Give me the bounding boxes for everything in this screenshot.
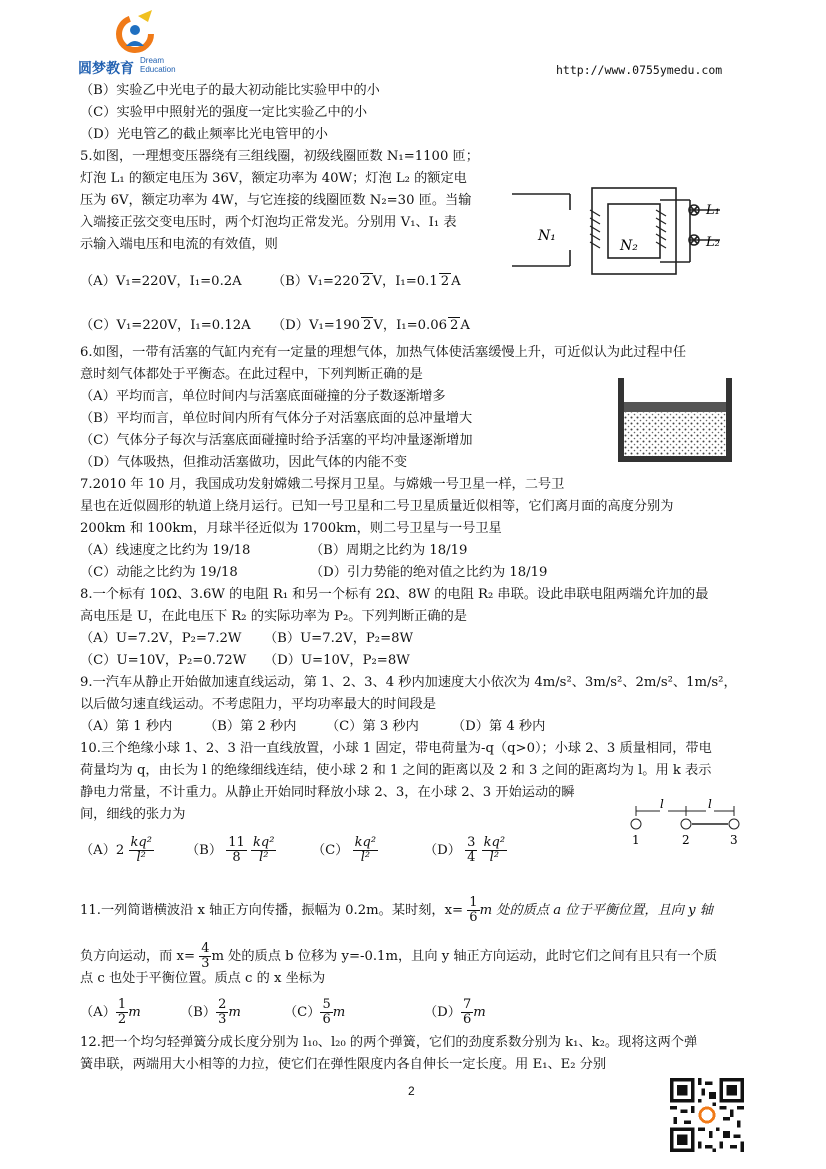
q11-option-d-unit: m (473, 1005, 486, 1020)
q11-line-1 (80, 896, 713, 925)
q10-option-a-coef: 2 (115, 843, 125, 858)
q7-line-1: 7.2010 年 10 月，我国成功发射嫦娥二号探月卫星。与嫦娥一号卫星一样，二号卫 (80, 477, 565, 492)
q11-option-d-label: （D） (424, 1005, 461, 1020)
q9-line-2: 以后做匀速直线运动。不考虑阻力，平均功率最大的时间段是 (80, 697, 437, 712)
q9-option-a: （A）第 1 秒内 (80, 719, 173, 734)
three-balls-figure (622, 792, 752, 850)
q11-option-a-unit: m (128, 1005, 141, 1020)
q10-option-d-label: （D） (424, 843, 461, 858)
q10-option-b-label: （B） (186, 843, 223, 858)
q11-line-1-b: m 处的质点 a 位于平衡位置，且向 y 轴 (479, 903, 713, 918)
q5-option-d-sqrt-1: 2 (362, 318, 372, 333)
q10-option-b-fraction: $\frac{\text{kq²}}{\text{l²}}$ (253, 835, 275, 865)
q9-option-b: （B）第 2 秒内 (204, 719, 297, 734)
q7-option-a: （A）线速度之比约为 19/18 (80, 543, 251, 558)
q5-option-b-text-2: V，I₁=0.1 (372, 274, 438, 289)
q11-option-a (80, 998, 141, 1027)
q10-option-d (424, 836, 507, 865)
q6-option-a: （A）平均而言，单位时间内与活塞底面碰撞的分子数逐渐增多 (80, 389, 446, 404)
q11-line-2-a: 负方向运动，而 x= (80, 949, 195, 964)
q5-line-1: 5.如图，一理想变压器绕有三组线圈，初级线圈匝数 N₁=1100 匝； (80, 149, 479, 164)
q10-line-2: 荷量均为 q，由长为 l 的绝缘细线连结，使小球 2 和 1 之间的距离以及 2 和 3 之间的距离均为 l。用 k 表示 (80, 763, 712, 778)
q5-option-d-text-2: V，I₁=0.06 (373, 318, 447, 333)
fig-l2-label: L₂ (706, 235, 720, 250)
q11-line-1-a: 11.一列简谐横波沿 x 轴正方向传播，振幅为 0.2m。某时刻，x= (80, 903, 464, 918)
q10-option-b (186, 836, 276, 865)
qr-code-icon[interactable] (670, 1078, 744, 1152)
fig-l-label-1: l (660, 797, 664, 811)
q10-line-4: 间，细线的张力为 (80, 807, 186, 822)
q8-option-c: （C）U=10V，P₂=0.72W (80, 653, 247, 668)
q7-option-c: （C）动能之比约为 19/18 (80, 565, 238, 580)
q10-option-c (312, 836, 378, 865)
q5-line-5: 示输入端电压和电流的有效值，则 (80, 237, 278, 252)
prev-option-b: （B）实验乙中光电子的最大初动能比实验甲中的小 (80, 83, 380, 98)
q10-option-c-label: （C） (312, 843, 349, 858)
logo-emblem-icon (108, 8, 168, 58)
q5-option-b (272, 270, 461, 289)
q6-option-c: （C）气体分子每次与活塞底面碰撞时给予活塞的平均冲量逐渐增加 (80, 433, 473, 448)
q5-option-b-sqrt-1: 2 (362, 274, 371, 289)
q11-option-b-fraction: $\frac{2}{3}$ (218, 997, 227, 1027)
q7-line-2: 星也在近似圆形的轨道上绕月运行。已知一号卫星和二号卫星质量近似相等，它们离月面的高度分别为 (80, 499, 674, 514)
q8-option-b: （B）U=7.2V，P₂=8W (264, 631, 414, 646)
q11-option-d-fraction: $\frac{7}{6}$ (462, 997, 472, 1027)
q8-line-2: 高电压是 U，在此电压下 R₂ 的实际功率为 P₂。下列判断正确的是 (80, 609, 467, 624)
q10-line-1: 10.三个绝缘小球 1、2、3 沿一直线放置，小球 1 固定，带电荷量为-q（q>0）；小球 2、3 质量相同，带电 (80, 741, 712, 756)
q11-line-2-b: m 处的质点 b 位移为 y=-0.1m，且向 y 轴正方向运动，此时它们之间有且只有一个质 (211, 949, 718, 964)
q5-option-d-text-1: （D）V₁=190 (272, 318, 360, 333)
prev-option-c: （C）实验甲中照射光的强度一定比实验乙中的小 (80, 105, 368, 120)
q5-option-b-text-3: A (451, 274, 461, 289)
q10-option-a (80, 836, 154, 865)
q6-option-b: （B）平均而言，单位时间内所有气体分子对活塞底面的总冲量增大 (80, 411, 473, 426)
q8-option-d: （D）U=10V，P₂=8W (264, 653, 410, 668)
q5-option-d-text-3: A (460, 318, 470, 333)
q5-option-b-text-1: （B）V₁=220 (272, 274, 360, 289)
q12-line-2: 簧串联，两端用大小相等的力拉，使它们在弹性限度内各自伸长一定长度。用 E₁、E₂ 分别 (80, 1057, 607, 1072)
q5-option-b-sqrt-2: 2 (440, 274, 450, 289)
q11-option-b-label: （B） (180, 1005, 217, 1020)
q11-option-a-label: （A） (80, 1005, 116, 1020)
q9-option-d: （D）第 4 秒内 (452, 719, 546, 734)
q11-x-a-fraction: $\frac{1}{6}$ (469, 895, 478, 925)
fig-l-label-2: l (708, 797, 712, 811)
fig-ball-3-label: 3 (730, 833, 738, 847)
q5-line-2: 灯泡 L₁ 的额定电压为 36V，额定功率为 40W；灯泡 L₂ 的额定电 (80, 171, 467, 186)
q11-option-b-unit: m (228, 1005, 241, 1020)
q9-option-c: （C）第 3 秒内 (326, 719, 419, 734)
q10-option-a-fraction: $\frac{\text{kq²}}{\text{l²}}$ (130, 835, 152, 865)
prev-option-d: （D）光电管乙的截止频率比光电管甲的小 (80, 127, 328, 142)
q7-line-3: 200km 和 100km，月球半径近似为 1700km，则二号卫星与一号卫星 (80, 521, 502, 536)
q5-option-d-sqrt-2: 2 (450, 318, 459, 333)
q6-option-d: （D）气体吸热，但推动活塞做功，因此气体的内能不变 (80, 455, 408, 470)
q11-option-d (424, 998, 486, 1027)
q5-option-d (272, 314, 470, 333)
q10-option-c-fraction: $\frac{\text{kq²}}{\text{l²}}$ (354, 835, 377, 865)
q11-option-c (284, 998, 345, 1027)
cylinder-piston-figure (612, 374, 738, 466)
q5-option-a: （A）V₁=220V，I₁=0.2A (80, 274, 242, 289)
q5-line-3: 压为 6V，额定功率为 4W，与它连接的线圈匝数 N₂=30 匝。当输 (80, 193, 472, 208)
q6-line-1: 6.如图，一带有活塞的气缸内充有一定量的理想气体，加热气体使活塞缓慢上升，可近似认为此过程中任 (80, 345, 687, 360)
q10-option-b-coef-fraction: $\frac{11}{8}$ (228, 835, 245, 865)
q11-option-c-label: （C） (284, 1005, 321, 1020)
q11-x-b-fraction: $\frac{4}{3}$ (201, 941, 210, 971)
q12-line-1: 12.把一个均匀轻弹簧分成长度分别为 l₁₀、l₂₀ 的两个弹簧，它们的劲度系数分别为 k₁、k₂。现将这两个弹 (80, 1035, 698, 1050)
q10-option-d-fraction: $\frac{\text{kq²}}{\text{l²}}$ (483, 835, 506, 865)
q11-line-2 (80, 942, 717, 971)
q5-line-4: 入端接正弦交变电压时，两个灯泡均正常发光。分别用 V₁、I₁ 表 (80, 215, 457, 230)
q6-line-2: 意时刻气体都处于平衡态。在此过程中，下列判断正确的是 (80, 367, 423, 382)
q7-option-d: （D）引力势能的绝对值之比约为 18/19 (310, 565, 548, 580)
fig-n1-label: N₁ (538, 228, 556, 244)
q10-option-a-label: （A） (80, 843, 116, 858)
q8-option-a: （A）U=7.2V，P₂=7.2W (80, 631, 242, 646)
fig-l1-label: L₁ (706, 203, 720, 218)
q11-option-c-unit: m (332, 1005, 346, 1020)
q10-line-3: 静电力常量，不计重力。从静止开始同时释放小球 2、3，在小球 2、3 开始运动的瞬 (80, 785, 575, 800)
fig-ball-2-label: 2 (682, 833, 690, 847)
logo-text-en-1: Dream (140, 56, 165, 65)
logo-text-en-2: Education (140, 65, 176, 74)
q7-option-b: （B）周期之比约为 18/19 (310, 543, 468, 558)
q11-option-c-fraction: $\frac{5}{6}$ (322, 997, 331, 1027)
q11-option-b (180, 998, 241, 1027)
page-number: 2 (408, 1084, 415, 1098)
q8-line-1: 8.一个标有 10Ω、3.6W 的电阻 R₁ 和另一个标有 2Ω、8W 的电阻 R₂ 串联。设此串联电阻两端允许加的最 (80, 587, 709, 602)
q11-option-a-fraction: $\frac{1}{2}$ (117, 997, 127, 1027)
logo (78, 8, 188, 78)
q9-line-1: 9.一汽车从静止开始做加速直线运动，第 1、2、3、4 秒内加速度大小依次为 4m/s²、3m/s²、2m/s²、1m/s²， (80, 675, 737, 690)
q11-line-3: 点 c 也处于平衡位置。质点 c 的 x 坐标为 (80, 971, 326, 986)
header-url[interactable]: http://www.0755ymedu.com (556, 63, 723, 77)
q10-option-d-coef-fraction: $\frac{3}{4}$ (467, 835, 476, 865)
fig-n2-label: N₂ (620, 238, 638, 254)
fig-ball-1-label: 1 (632, 833, 640, 847)
q5-option-c: （C）V₁=220V，I₁=0.12A (80, 318, 251, 333)
logo-text-cn: 圆梦教育 (78, 61, 134, 77)
transformer-figure (510, 180, 740, 290)
